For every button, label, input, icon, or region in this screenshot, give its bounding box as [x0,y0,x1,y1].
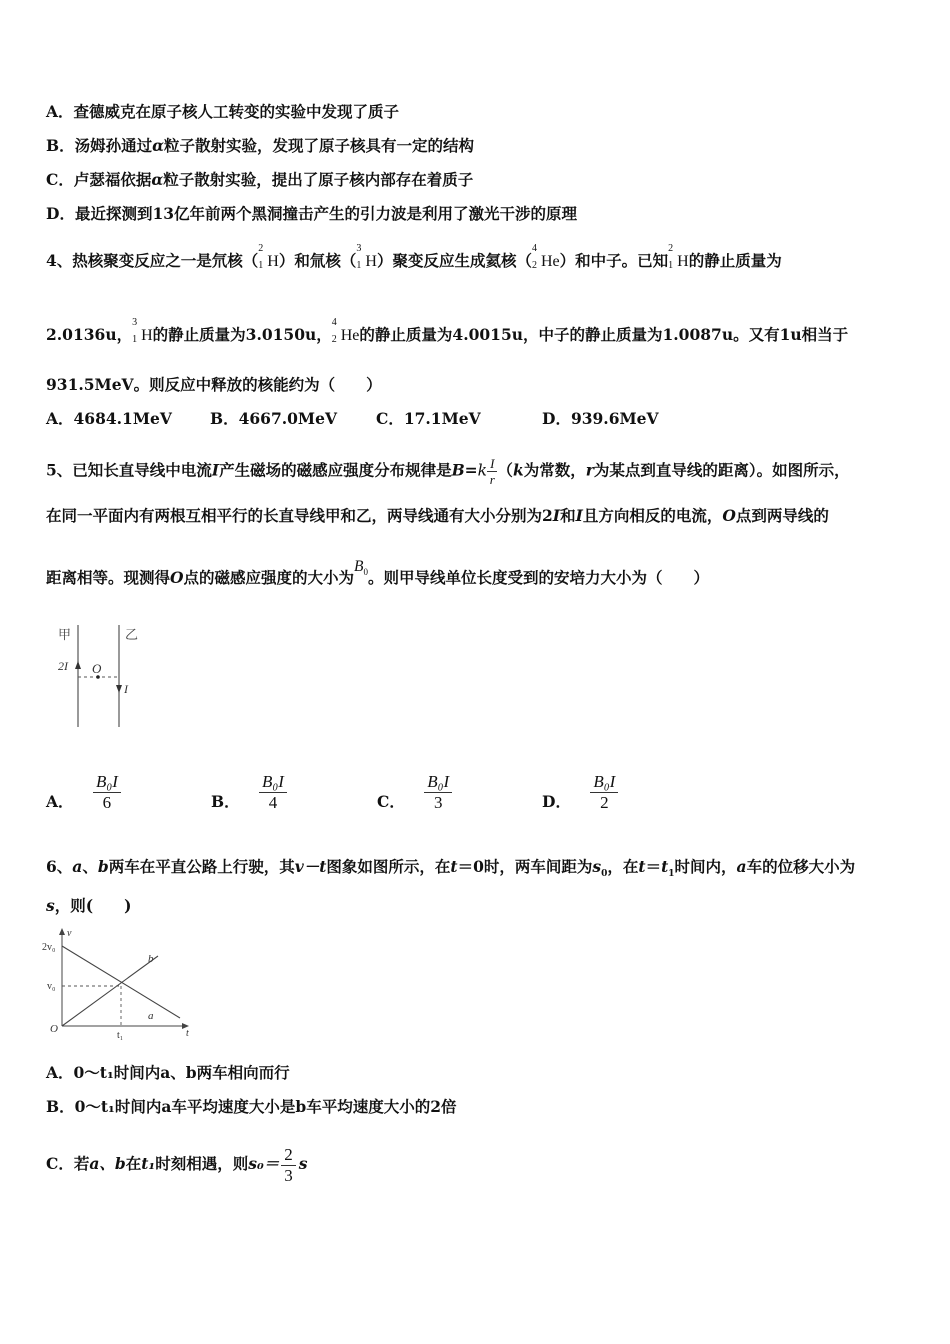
q5-stem-line1: 5、已知长直导线中电流I产生磁场的磁感应强度分布规律是B=k $\frac{I}{r}$ （k为常数，r为某点到直导线的距离）。如图所示， [46,456,850,487]
label-v: v [67,928,72,939]
label-b: b [148,953,154,965]
b-formula-fraction: $\frac{I}{r}$ [487,456,497,487]
label-2i: 2I [58,659,68,673]
q3-option-d: D．最近探测到13亿年前两个黑洞撞击产生的引力波是利用了激光干涉的原理 [46,204,578,223]
current-down-arrow-icon [116,685,122,693]
q4-option-c: C．17.1MeV [376,409,481,428]
label-origin: O [50,1023,58,1035]
q5-stem-line2: 在同一平面内有两根互相平行的长直导线甲和乙，两导线通有大小分别为2I和I且方向相反的电流，O点到两导线的 [46,506,829,525]
q3-option-a: A．查德威克在原子核人工转变的实验中发现了质子 [46,102,400,121]
q3-option-c: C．卢瑟福依据α粒子散射实验，提出了原子核内部存在着质子 [46,170,474,189]
current-up-arrow-icon [75,661,81,669]
label-jia: 甲 [58,627,72,642]
wires-figure [52,625,152,735]
q4-stem-line3: 931.5MeV。则反应中释放的核能约为（ ） [46,375,382,394]
label-t: t [186,1028,189,1039]
q4-stem-line2: 2.0136u， 3 1 H的静止质量为3.0150u， 4 2 He的静止质量为4.0015u，中子的静止质量为1.0087u。又有1u相当于 [46,317,849,345]
q6-option-b: B．0～t₁时间内a车平均速度大小是b车平均速度大小的2倍 [46,1097,457,1116]
q5-option-b: B． $\frac{\text{B₀I}}{4}$ [211,772,287,813]
q6-stem-line2: s，则( ) [46,896,132,915]
v-axis-arrow-icon [59,928,65,935]
q4-option-b: B．4667.0MeV [210,409,337,428]
line-a [62,946,180,1018]
label-a: a [148,1010,154,1022]
q5-option-a: A． $\frac{\text{B₀I}}{6}$ [46,772,121,813]
q4-stem-line1: 4、热核聚变反应之一是氘核（ 2 1 H）和氚核（ 3 1 H）聚变反应生成氦核（ 4 2 He）和中子。已知 2 1 H的静止质量为 [46,243,782,271]
vt-graph [40,926,200,1041]
q5-option-c: C． $\frac{\text{B₀I}}{3}$ [377,772,452,813]
helium-symbol-2: 4 2 He [331,317,360,345]
q6-option-c: C．若a、b在t₁时刻相遇，则s₀＝ $\frac{2}{3}$ s [46,1144,308,1185]
helium-symbol: 4 2 He [531,243,560,271]
q5-stem-line3: 距离相等。现测得O点的磁感应强度的大小为$B_0$。则甲导线单位长度受到的安培力大小为（ ） [46,558,710,587]
b0-symbol: $B_0$ [354,558,369,578]
q4-option-d: D．939.6MeV [542,409,659,428]
deuterium-symbol-2: 2 1 H [668,243,689,271]
label-2v0: 2v₀ [42,942,56,953]
q4-option-a: A．4684.1MeV [46,409,172,428]
q3-option-b: B．汤姆孙通过α粒子散射实验，发现了原子核具有一定的结构 [46,136,475,155]
label-o: O [92,661,102,676]
tritium-symbol: 3 1 H [356,243,377,271]
deuterium-symbol: 2 1 H [258,243,279,271]
label-v0: v₀ [47,981,56,992]
q6-stem-line1: 6、a、b两车在平直公路上行驶，其v－t图象如图所示，在t＝0时，两车间距为$s_0$，在$t=t_1$时间内，a车的位移大小为 [46,857,856,880]
label-yi: 乙 [125,627,139,642]
line-b [62,956,158,1026]
q5-option-d: D． $\frac{\text{B₀I}}{2}$ [542,772,618,813]
label-i: I [124,682,128,696]
tritium-symbol-2: 3 1 H [132,317,153,345]
label-t1: t₁ [117,1030,124,1041]
q6-option-a: A．0～t₁时间内a、b两车相向而行 [46,1063,290,1082]
